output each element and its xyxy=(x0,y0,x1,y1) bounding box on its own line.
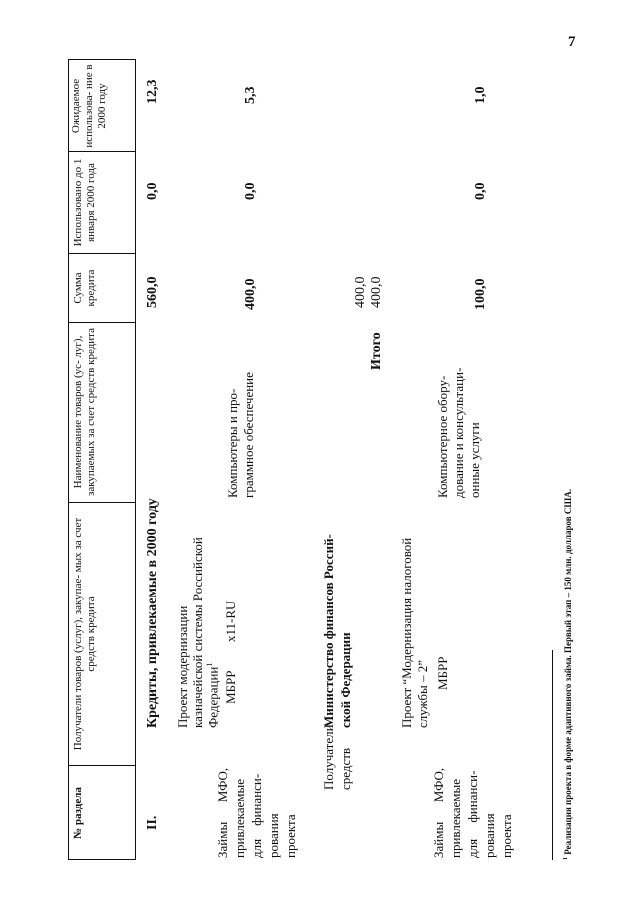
lender-2: МБРР xyxy=(435,656,450,690)
col-divider-2 xyxy=(68,502,136,503)
footnote: $^1$ Реализация проекта в форме адаптивного займа. Первый этап – 150 млн. долларов США. xyxy=(563,488,573,860)
loan-code-1: x11-RU xyxy=(223,600,238,642)
header-section: № раздела xyxy=(72,787,84,839)
block1-label-4: рования xyxy=(266,813,281,858)
header-used: Использовано до 1 января 2000 года xyxy=(72,158,97,247)
project1-line-1: Проект модернизации xyxy=(175,605,190,728)
header-left-border xyxy=(68,859,136,860)
ministry-line-2: ской Федерации xyxy=(338,632,353,728)
section-expected: 12,3 xyxy=(145,79,160,104)
row2-expected: 1,0 xyxy=(473,86,488,104)
header-top-border xyxy=(68,59,69,860)
recipients-label-2: средств xyxy=(338,747,353,790)
block2-label-4: рования xyxy=(482,813,497,858)
block2-label-3: для финанси- xyxy=(465,770,480,858)
header-recipients: Получатели товаров (услуг), закупае- мых за счет средств кредита xyxy=(72,517,97,751)
block1-label-1: Займы МФО, xyxy=(215,767,230,858)
col-divider-5 xyxy=(68,151,136,152)
project1-line-2: казначейской системы Российской xyxy=(190,537,205,728)
header-expected: Ожидаемое использова- ние в 2000 году xyxy=(70,64,108,148)
row2-used: 0,0 xyxy=(473,182,488,200)
col-divider-1 xyxy=(68,765,136,766)
row2-amount: 100,0 xyxy=(473,278,488,310)
project2-line-2: службы – 2” xyxy=(415,659,430,728)
col-divider-3 xyxy=(68,322,136,323)
col-divider-4 xyxy=(68,253,136,254)
project2-line-1: Проект “Модернизация налоговой xyxy=(399,537,414,728)
section-used: 0,0 xyxy=(145,182,160,200)
ministry-line-1: Министерство финансов Россий- xyxy=(321,534,336,728)
row1-amount: 400,0 xyxy=(243,278,258,310)
total-label: Итого xyxy=(369,332,384,370)
goods1-line-2: граммное обеспечение xyxy=(241,372,256,498)
block2-label-5: проекта xyxy=(499,814,514,858)
row1-expected: 5,3 xyxy=(243,86,258,104)
total-amount: 400,0 xyxy=(369,276,384,308)
goods2-line-3: онные услуги xyxy=(467,422,482,498)
block2-label-1: Займы МФО, xyxy=(431,767,446,858)
lender-1: МБРР xyxy=(223,670,238,704)
goods1-line-1: Компьютеры и про- xyxy=(225,388,240,498)
project1-line-3: Федерации$^1$ xyxy=(205,662,221,728)
header-right-border xyxy=(68,59,136,60)
block1-label-3: для финанси- xyxy=(249,773,264,858)
recipients-amount: 400,0 xyxy=(353,276,368,308)
header-bottom-border xyxy=(135,59,136,860)
header-amount: Сумма кредита xyxy=(72,269,97,307)
block2-label-2: привлекаемые xyxy=(448,778,463,858)
page-number: 7 xyxy=(568,34,576,50)
goods2-line-2: дование и консультаци- xyxy=(451,367,466,498)
section-amount: 560,0 xyxy=(145,276,160,308)
section-number: II. xyxy=(145,815,160,830)
goods2-line-1: Компьютерное обору- xyxy=(435,375,450,498)
header-goods: Наименование товаров (ус- луг), закупаемых за счет средств кредита xyxy=(72,327,97,497)
footnote-rule xyxy=(552,650,553,860)
section-title: Кредиты, привлекаемые в 2000 году xyxy=(145,498,160,728)
block1-label-5: проекта xyxy=(283,814,298,858)
recipients-label-1: Получатели xyxy=(321,724,336,790)
block1-label-2: привлекаемые xyxy=(232,778,247,858)
row1-used: 0,0 xyxy=(243,182,258,200)
